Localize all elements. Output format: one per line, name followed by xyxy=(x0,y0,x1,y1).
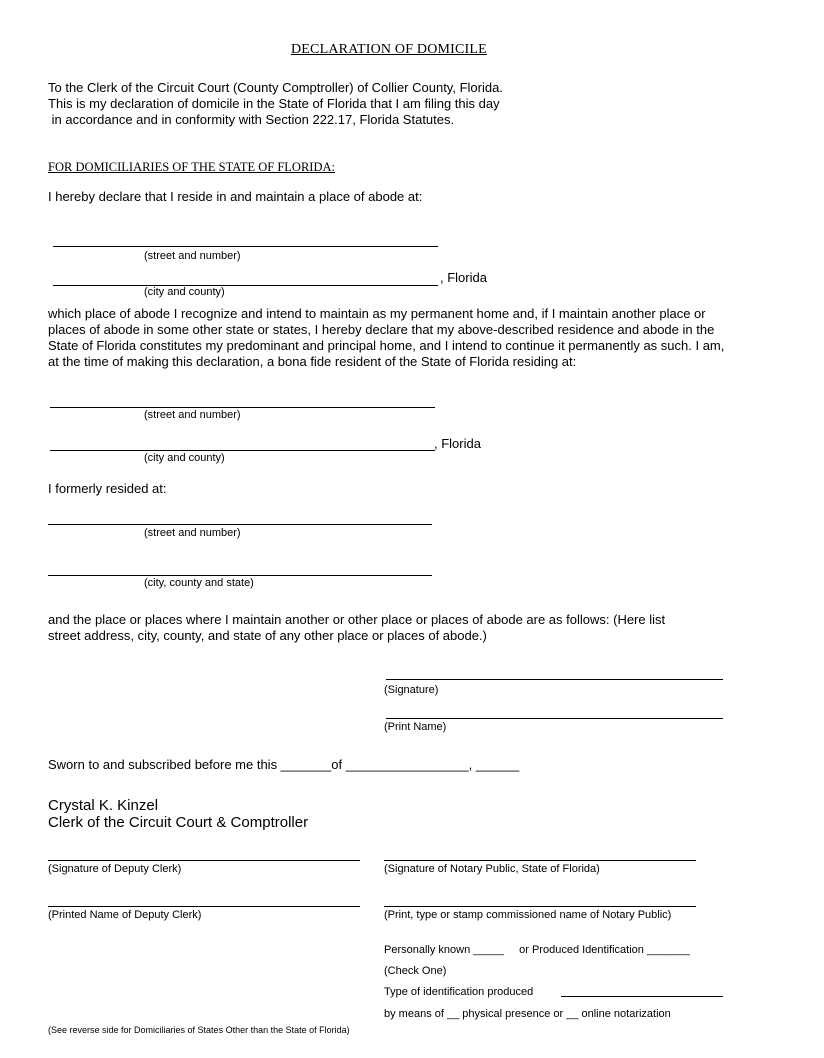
signature-line[interactable] xyxy=(386,679,723,680)
street-number-label-1: (street and number) xyxy=(144,250,241,262)
permanent-home-line-3: State of Florida constitutes my predominant and principal home, and I intend to continue it permanently as such. I am, xyxy=(48,338,725,353)
permanent-home-line-4: at the time of making this declaration, a bona fide resident of the State of Florida residing at: xyxy=(48,354,577,369)
formerly-resided-text: I formerly resided at: xyxy=(48,481,167,496)
notary-signature-label: (Signature of Notary Public, State of Florida) xyxy=(384,863,600,875)
sworn-text: Sworn to and subscribed before me this _______of _________________, ______ xyxy=(48,757,520,772)
section-heading: FOR DOMICILIARIES OF THE STATE OF FLORIDA: xyxy=(48,160,335,174)
id-type-label: Type of identification produced xyxy=(384,986,534,998)
intro-line-1: To the Clerk of the Circuit Court (County Comptroller) of Collier County, Florida. xyxy=(48,80,503,95)
declare-text: I hereby declare that I reside in and maintain a place of abode at: xyxy=(48,189,423,204)
permanent-home-line-2: places of abode in some other state or states, I hereby declare that my above-described residence and abode in the xyxy=(48,322,715,337)
florida-suffix-2: , Florida xyxy=(434,436,481,451)
print-name-label: (Print Name) xyxy=(384,721,447,733)
intro-line-3: in accordance and in conformity with Section 222.17, Florida Statutes. xyxy=(48,112,455,127)
clerk-name: Crystal K. Kinzel xyxy=(48,797,159,814)
notary-name-line[interactable] xyxy=(384,906,696,907)
clerk-title: Clerk of the Circuit Court & Comptroller xyxy=(48,814,309,831)
former-city-line[interactable] xyxy=(48,575,432,576)
street-number-line-2[interactable] xyxy=(50,407,435,408)
by-means-text: by means of __ physical presence or __ online notarization xyxy=(384,1008,671,1020)
street-number-line-1[interactable] xyxy=(53,246,438,247)
florida-suffix-1: , Florida xyxy=(440,270,487,285)
personally-known-text: Personally known _____ or Produced Identification _______ xyxy=(384,944,690,956)
city-county-line-2[interactable] xyxy=(50,450,435,451)
deputy-name-line[interactable] xyxy=(48,906,360,907)
former-street-line[interactable] xyxy=(48,524,432,525)
other-places-line-2: street address, city, county, and state of any other place or places of abode.) xyxy=(48,628,487,643)
deputy-name-label: (Printed Name of Deputy Clerk) xyxy=(48,909,202,921)
deputy-signature-label: (Signature of Deputy Clerk) xyxy=(48,863,182,875)
check-one-text: (Check One) xyxy=(384,965,447,977)
notary-signature-line[interactable] xyxy=(384,860,696,861)
intro-line-2: This is my declaration of domicile in the State of Florida that I am filing this day xyxy=(48,96,500,111)
permanent-home-line-1: which place of abode I recognize and intend to maintain as my permanent home and, if I maintain another place or xyxy=(48,306,706,321)
id-type-line[interactable] xyxy=(561,996,723,997)
other-places-line-1: and the place or places where I maintain another or other place or places of abode are as follows: (Here list xyxy=(48,612,666,627)
notary-name-label: (Print, type or stamp commissioned name of Notary Public) xyxy=(384,909,672,921)
footer-note: (See reverse side for Domiciliaries of States Other than the State of Florida) xyxy=(48,1025,350,1035)
former-city-label: (city, county and state) xyxy=(144,577,254,589)
city-county-line-1[interactable] xyxy=(53,285,438,286)
print-name-line[interactable] xyxy=(386,718,723,719)
page-title: DECLARATION OF DOMICILE xyxy=(291,42,487,57)
deputy-signature-line[interactable] xyxy=(48,860,360,861)
street-number-label-2: (street and number) xyxy=(144,409,241,421)
signature-label: (Signature) xyxy=(384,684,439,696)
city-county-label-2: (city and county) xyxy=(144,452,225,464)
former-street-label: (street and number) xyxy=(144,527,241,539)
city-county-label-1: (city and county) xyxy=(144,286,225,298)
